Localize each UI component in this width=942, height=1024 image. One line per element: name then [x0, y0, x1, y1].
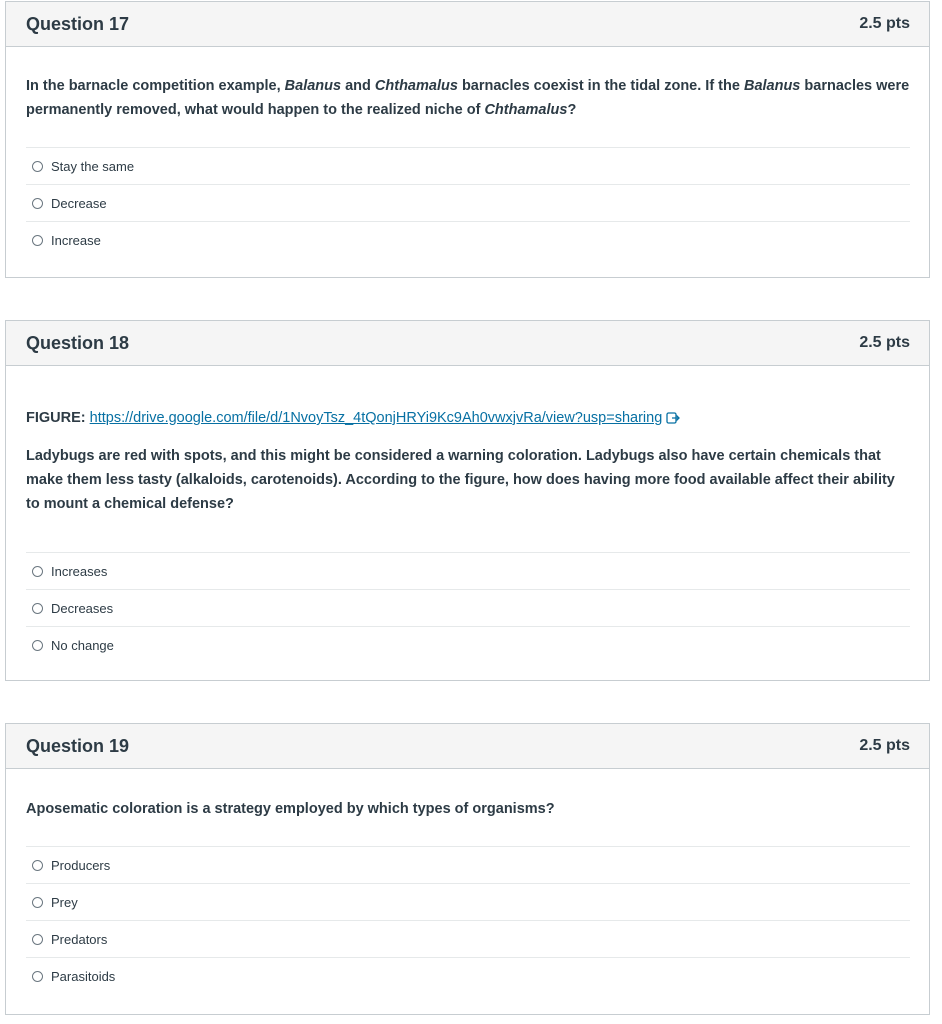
answer-list [26, 552, 910, 664]
question-body [6, 769, 929, 995]
species-name: Balanus [743, 78, 801, 94]
radio-button-icon[interactable] [32, 934, 43, 945]
question-points: 2.5 pts [859, 737, 910, 754]
answer-label: Decreases [51, 600, 114, 616]
answer-label: Parasitoids [51, 969, 116, 984]
question-points: 2.5 pts [859, 334, 910, 351]
radio-button-icon[interactable] [32, 897, 43, 908]
figure-label: FIGURE: [26, 410, 86, 426]
figure-line [26, 366, 910, 432]
question-header [6, 321, 929, 366]
answer-label: Increase [51, 233, 101, 248]
radio-button-icon[interactable] [32, 640, 43, 651]
question-title: Question 17 [26, 13, 130, 34]
radio-button-icon[interactable] [32, 161, 43, 172]
question-header [6, 724, 929, 769]
answer-option[interactable] [26, 590, 910, 627]
answer-label: Increases [51, 563, 108, 579]
answer-option[interactable] [26, 627, 910, 664]
radio-button-icon[interactable] [32, 603, 43, 614]
question-text-run: ? [567, 102, 577, 118]
question-title: Question 18 [26, 332, 130, 353]
question-body [6, 366, 929, 664]
answer-label: No change [51, 638, 114, 653]
answer-option[interactable] [26, 884, 910, 921]
question-points: 2.5 pts [859, 15, 910, 32]
answer-option[interactable] [26, 148, 910, 185]
answer-option[interactable] [26, 185, 910, 222]
question-body [6, 47, 929, 259]
question-text-run: In the barnacle competition example, [26, 78, 285, 94]
answer-option[interactable] [26, 553, 910, 590]
answer-option[interactable] [26, 958, 910, 995]
question-text [26, 47, 910, 147]
answer-option[interactable] [26, 222, 910, 259]
external-link-icon[interactable] [666, 408, 681, 432]
radio-button-icon[interactable] [32, 971, 43, 982]
question-header [6, 2, 929, 47]
question-card-19 [5, 723, 930, 1015]
species-name: Balanus [284, 78, 342, 94]
question-card-18 [5, 320, 930, 681]
species-name: Chthamalus [484, 102, 568, 118]
question-card-17 [5, 1, 930, 278]
question-text: Aposematic coloration is a strategy employed by which types of organisms? [26, 801, 555, 817]
radio-button-icon[interactable] [32, 235, 43, 246]
answer-list [26, 846, 910, 995]
answer-label: Producers [51, 857, 111, 873]
question-text-run: and [341, 78, 375, 94]
question-title: Question 19 [26, 735, 130, 756]
question-text-run: barnacles coexist in the tidal zone. If the [457, 78, 744, 94]
question-text: Ladybugs are red with spots, and this might be considered a warning coloration. Ladybugs also have certain chemicals that make them less tasty (alkaloids, carotenoids). According to the figure, how does having more food available affect their ability to mount a chemical defense? [26, 448, 895, 512]
answer-option[interactable] [26, 847, 910, 884]
question-text-run: barnacles were permanently removed, what would happen to the realized niche of [26, 78, 910, 118]
answer-label: Decrease [51, 195, 107, 211]
answer-option[interactable] [26, 921, 910, 958]
answer-list [26, 147, 910, 259]
answer-label: Prey [51, 894, 78, 910]
radio-button-icon[interactable] [32, 198, 43, 209]
species-name: Chthamalus [374, 78, 458, 94]
radio-button-icon[interactable] [32, 566, 43, 577]
radio-button-icon[interactable] [32, 860, 43, 871]
answer-label: Stay the same [51, 158, 135, 174]
answer-label: Predators [51, 931, 108, 947]
figure-link[interactable]: https://drive.google.com/file/d/1NvoyTsz_4tQonjHRYi9Kc9Ah0vwxjvRa/view?usp=sharing [89, 410, 663, 426]
